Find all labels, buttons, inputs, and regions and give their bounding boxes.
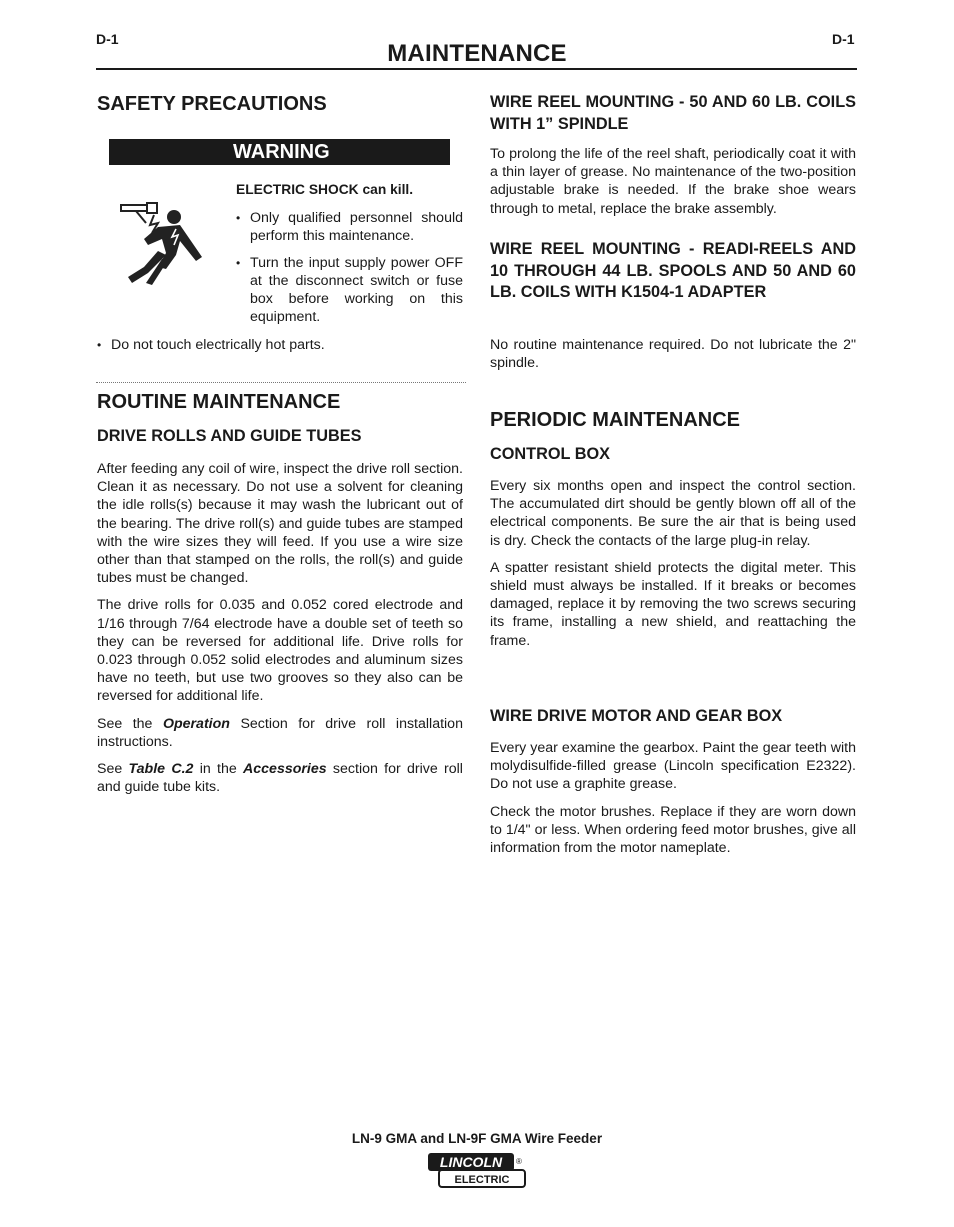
page-number-left: D-1 xyxy=(96,31,119,47)
logo-top-text: LINCOLN xyxy=(439,1154,503,1170)
reel-mounting-paragraph-2: No routine maintenance required. Do not lubricate the 2" spindle. xyxy=(490,337,856,372)
table-ref: Table C.2 xyxy=(128,761,194,778)
hot-parts-bullet: • Do not touch electrically hot parts. xyxy=(97,336,463,354)
header-rule xyxy=(96,68,857,70)
periodic-heading: PERIODIC MAINTENANCE xyxy=(490,409,741,431)
footer-product-name: LN-9 GMA and LN-9F GMA Wire Feeder xyxy=(351,1131,603,1146)
electric-shock-warning-icon xyxy=(118,199,210,291)
see-table-paragraph: See Table C.2 in the Accessories section for drive roll and guide tube kits. xyxy=(97,761,463,796)
section-divider xyxy=(96,382,466,383)
see-operation-paragraph: See the Operation Section for drive roll installation instructions. xyxy=(97,715,463,750)
warning-bar xyxy=(109,139,450,165)
drive-rolls-heading: DRIVE ROLLS AND GUIDE TUBES xyxy=(97,427,362,445)
motor-paragraph-2: Check the motor brushes. Replace if they are worn down to 1/4" or less. When ordering feed motor brushes, give all information from the motor nameplate. xyxy=(490,803,856,857)
safety-heading: SAFETY PRECAUTIONS xyxy=(97,93,327,115)
lincoln-electric-logo xyxy=(427,1152,527,1189)
list-item: • Only qualified personnel should perform this maintenance. xyxy=(236,209,463,245)
page-title: MAINTENANCE xyxy=(387,40,567,67)
reel-mounting-heading-2: WIRE REEL MOUNTING - READI-REELS AND 10 THROUGH 44 LB. SPOOLS AND 50 AND 60 LB. COILS WITH K1504-1 ADAPTER xyxy=(490,240,856,301)
logo-registered-mark: ® xyxy=(516,1157,522,1166)
routine-heading: ROUTINE MAINTENANCE xyxy=(97,391,341,413)
reel-mounting-heading-1: WIRE REEL MOUNTING - 50 AND 60 LB. COILS WITH 1” SPINDLE xyxy=(490,93,856,133)
drive-rolls-paragraph-1: After feeding any coil of wire, inspect the drive roll section. Clean it as necessary. Do not use a solvent for cleaning the idle rolls(s) because it may wash the lubricant out of the bearing. The drive roll(s) and guide tubes are stamped with the wire sizes they will feed. If you use a wire size other than that stamped on the rolls, the roll(s) and guide tubes must be changed. xyxy=(97,461,463,587)
list-item: • Turn the input supply power OFF at the disconnect switch or fuse box before working on this equipment. xyxy=(236,254,463,327)
warning-label: WARNING xyxy=(233,141,330,163)
reel-mounting-paragraph-1: To prolong the life of the reel shaft, periodically coat it with a thin layer of grease. No maintenance of the two-position adjustable brake is needed. If the brake shoe wears through to metal, replace the brake assembly. xyxy=(490,146,856,217)
page-number-right: D-1 xyxy=(832,31,855,47)
control-box-heading: CONTROL BOX xyxy=(490,445,611,463)
accessories-ref: Accessories xyxy=(243,761,327,778)
shock-bullet-list xyxy=(236,209,463,326)
motor-heading: WIRE DRIVE MOTOR AND GEAR BOX xyxy=(490,707,783,725)
motor-paragraph-1: Every year examine the gearbox. Paint the gear teeth with molydisulfide-filled grease (Lincoln specification E2322). Do not use a graphite grease. xyxy=(490,740,856,793)
shock-heading: ELECTRIC SHOCK can kill. xyxy=(236,182,414,197)
control-box-paragraph-1: Every six months open and inspect the control section. The accumulated dirt should be gently blown off all of the electrical components. Be sure the air that is being used is dry. Check the contacts of the large plug-in relay. xyxy=(490,478,856,549)
logo-bottom-text: ELECTRIC xyxy=(454,1174,510,1186)
drive-rolls-paragraph-2: The drive rolls for 0.035 and 0.052 cored electrode and 1/16 through 7/64 electrode have a double set of teeth so they can be reversed for additional life. Drive rolls for 0.023 through 0.052 solid electrodes and aluminum sizes have no teeth, but use two grooves so they also can be reversed for additional life. xyxy=(97,597,463,705)
operation-ref: Operation xyxy=(162,715,230,732)
control-box-paragraph-2: A spatter resistant shield protects the digital meter. This shield must always be installed. If it breaks or becomes damaged, replace it by removing the two screws securing its frame, installing a new shield, and reattaching the frame. xyxy=(490,559,856,649)
